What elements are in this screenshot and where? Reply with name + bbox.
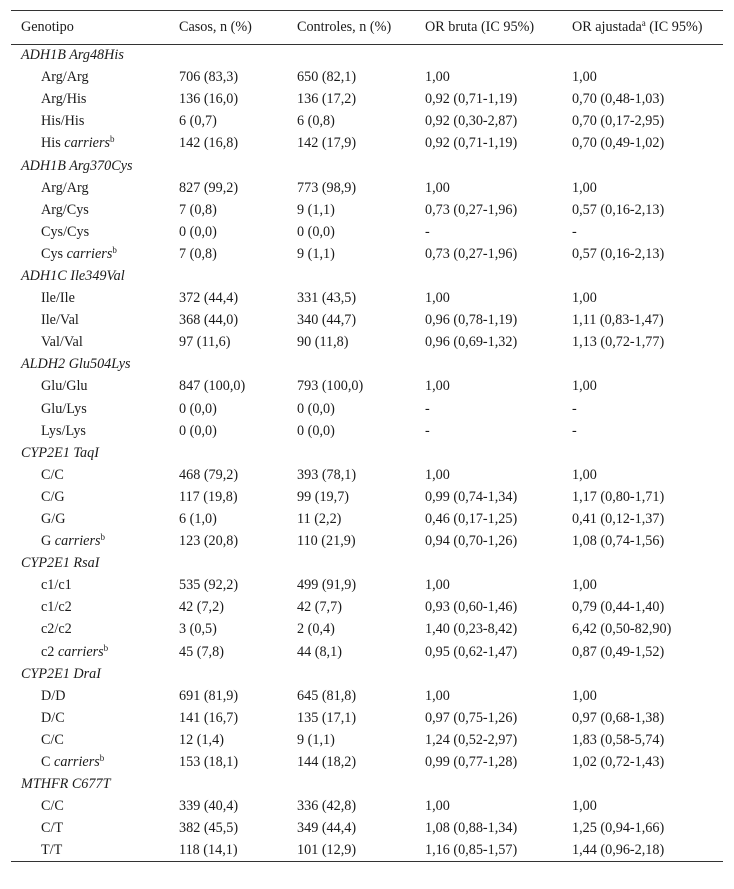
controles-cell: 6 (0,8) <box>297 113 335 130</box>
table-row <box>11 575 723 597</box>
table-row <box>11 796 723 818</box>
or-ajustada-cell: 6,42 (0,50-82,90) <box>572 621 672 638</box>
casos-cell: 7 (0,8) <box>179 245 217 262</box>
controles-cell: 331 (43,5) <box>297 290 357 307</box>
casos-cell: 117 (19,8) <box>179 488 238 505</box>
header-or-ajustada <box>562 11 723 45</box>
genotype-cell <box>11 729 169 751</box>
genotype-label: C/G <box>41 488 65 505</box>
genotype-label: G/G <box>41 511 66 528</box>
genotype-cell <box>11 840 169 862</box>
genotype-label: Lys/Lys <box>41 422 86 439</box>
or-ajustada-cell: 0,79 (0,44-1,40) <box>572 599 665 616</box>
table-row <box>11 89 723 111</box>
table-row <box>11 707 723 729</box>
controles-cell: 136 (17,2) <box>297 91 357 108</box>
casos-cell: 372 (44,4) <box>179 290 239 307</box>
controles-cell: 393 (78,1) <box>297 466 357 483</box>
gene-group-row <box>11 442 723 464</box>
genotype-cell <box>11 133 169 155</box>
casos-cell: 368 (44,0) <box>179 312 239 329</box>
table-row <box>11 288 723 310</box>
casos-cell: 153 (18,1) <box>179 754 239 771</box>
or-ajustada-cell: 1,11 (0,83-1,47) <box>572 312 664 329</box>
genotype-cell <box>11 685 169 707</box>
header-casos: Casos, n (%) <box>169 11 287 45</box>
or-ajustada-cell: 1,25 (0,94-1,66) <box>572 820 665 837</box>
genotype-cell <box>11 288 169 310</box>
casos-cell: 123 (20,8) <box>179 533 239 550</box>
table-row <box>11 619 723 641</box>
footnote-marker: b <box>103 642 109 653</box>
genotype-label: Arg/Arg <box>41 179 89 196</box>
or-bruta-cell: 0,46 (0,17-1,25) <box>425 511 518 528</box>
casos-cell: 691 (81,9) <box>179 687 239 704</box>
or-bruta-cell: 1,16 (0,85-1,57) <box>415 840 562 862</box>
table-row <box>11 508 723 530</box>
or-ajustada-cell: 0,57 (0,16-2,13) <box>572 201 665 218</box>
genotype-cell <box>11 575 169 597</box>
or-ajustada-cell: 1,44 (0,96-2,18) <box>562 840 723 862</box>
table-row <box>11 332 723 354</box>
table-row <box>11 641 723 663</box>
or-bruta-cell: 1,40 (0,23-8,42) <box>425 621 518 638</box>
casos-cell: 6 (1,0) <box>179 511 217 528</box>
casos-cell: 142 (16,8) <box>179 135 239 152</box>
genotype-carriers-label: carriers <box>50 754 100 771</box>
genotype-label: C/C <box>41 798 64 815</box>
genotype-cell <box>11 199 169 221</box>
table-row <box>11 243 723 265</box>
genotype-label: C <box>41 754 51 771</box>
gene-name: ADH1C Ile349Val <box>21 267 125 284</box>
gene-name: CYP2E1 DraI <box>21 665 102 682</box>
or-ajustada-cell: 0,70 (0,17-2,95) <box>572 113 665 130</box>
or-ajustada-cell: 1,00 <box>572 69 597 86</box>
gene-group-row <box>11 265 723 287</box>
or-bruta-cell: 0,95 (0,62-1,47) <box>425 643 518 660</box>
controles-cell: 144 (18,2) <box>297 754 357 771</box>
genotype-cell <box>11 111 169 133</box>
table-row <box>11 221 723 243</box>
table-row <box>11 133 723 155</box>
gene-name: ADH1B Arg370Cys <box>21 157 133 174</box>
genotype-label: D/D <box>41 687 66 704</box>
genotype-cell <box>11 752 169 774</box>
or-ajustada-cell: 1,00 <box>572 290 597 307</box>
controles-cell: 110 (21,9) <box>297 533 356 550</box>
controles-cell: 142 (17,9) <box>297 135 357 152</box>
genotype-cell <box>11 531 169 553</box>
gene-group-row <box>11 354 723 376</box>
casos-cell: 382 (45,5) <box>179 820 239 837</box>
genotype-label: C/C <box>41 466 64 483</box>
casos-cell: 0 (0,0) <box>179 422 217 439</box>
table-row <box>11 685 723 707</box>
genotype-label: His/His <box>41 113 85 130</box>
genotype-label: Arg/His <box>41 91 87 108</box>
genotype-label: Ile/Val <box>41 312 79 329</box>
table-row <box>11 486 723 508</box>
or-ajustada-cell: 0,87 (0,49-1,52) <box>572 643 665 660</box>
table-row <box>11 398 723 420</box>
or-ajustada-cell: 1,13 (0,72-1,77) <box>572 334 665 351</box>
genotype-cell <box>11 67 169 89</box>
controles-cell: 9 (1,1) <box>297 201 335 218</box>
or-ajustada-cell: 1,00 <box>572 466 597 483</box>
table-row <box>11 464 723 486</box>
genotype-cell <box>11 221 169 243</box>
gene-group-row <box>11 553 723 575</box>
casos-cell: 6 (0,7) <box>179 113 217 130</box>
genotype-label: c1/c1 <box>41 577 72 594</box>
casos-cell: 468 (79,2) <box>179 466 239 483</box>
controles-cell: 0 (0,0) <box>297 223 335 240</box>
or-bruta-cell: 1,00 <box>425 577 450 594</box>
or-bruta-cell: 0,92 (0,30-2,87) <box>425 113 518 130</box>
genotype-label: Ile/Ile <box>41 290 75 307</box>
controles-cell: 90 (11,8) <box>297 334 349 351</box>
gene-name: MTHFR C677T <box>21 776 111 793</box>
casos-cell: 42 (7,2) <box>179 599 224 616</box>
or-bruta-cell: 0,93 (0,60-1,46) <box>425 599 518 616</box>
or-bruta-cell: 1,00 <box>425 290 450 307</box>
genotype-cell <box>11 376 169 398</box>
or-bruta-cell: - <box>425 400 430 417</box>
genotype-carriers-label: carriers <box>60 135 110 152</box>
or-ajustada-cell: 0,97 (0,68-1,38) <box>572 709 665 726</box>
gene-group-row <box>11 774 723 796</box>
genotype-cell <box>11 641 169 663</box>
or-ajustada-cell: 0,57 (0,16-2,13) <box>572 245 665 262</box>
table-row <box>11 177 723 199</box>
footnote-marker: b <box>99 753 105 764</box>
controles-cell: 650 (82,1) <box>297 69 357 86</box>
table-row <box>11 729 723 751</box>
or-bruta-cell: 0,99 (0,77-1,28) <box>425 754 518 771</box>
controles-cell: 99 (19,7) <box>297 488 350 505</box>
or-ajustada-cell: 1,00 <box>572 378 597 395</box>
casos-cell: 0 (0,0) <box>179 223 217 240</box>
or-bruta-cell: 0,92 (0,71-1,19) <box>425 91 518 108</box>
casos-cell: 118 (14,1) <box>169 840 287 862</box>
or-bruta-cell: 0,97 (0,75-1,26) <box>425 709 518 726</box>
or-bruta-cell: 0,96 (0,78-1,19) <box>425 312 518 329</box>
or-bruta-cell: 0,96 (0,69-1,32) <box>425 334 518 351</box>
or-ajustada-cell: 1,83 (0,58-5,74) <box>572 731 665 748</box>
table-row <box>11 376 723 398</box>
gene-name: ALDH2 Glu504Lys <box>21 356 131 373</box>
genotype-label: T/T <box>41 842 63 859</box>
table-row <box>11 531 723 553</box>
genotype-cell <box>11 89 169 111</box>
or-ajustada-cell: 1,00 <box>572 179 597 196</box>
controles-cell: 101 (12,9) <box>287 840 415 862</box>
genotype-label: C/C <box>41 731 64 748</box>
or-ajustada-cell: 0,70 (0,49-1,02) <box>572 135 665 152</box>
controles-cell: 336 (42,8) <box>297 798 357 815</box>
genotype-label: Cys <box>41 245 64 262</box>
genotype-carriers-label: carriers <box>63 245 113 262</box>
or-ajustada-cell: 0,70 (0,48-1,03) <box>572 91 665 108</box>
genotype-carriers-label: carriers <box>54 643 104 660</box>
genotype-label: Arg/Cys <box>41 201 89 218</box>
controles-cell: 11 (2,2) <box>297 511 342 528</box>
footnote-marker: b <box>100 532 106 543</box>
genotype-cell <box>11 486 169 508</box>
casos-cell: 136 (16,0) <box>179 91 239 108</box>
or-ajustada-cell: - <box>572 223 577 240</box>
or-bruta-cell: 0,73 (0,27-1,96) <box>425 245 518 262</box>
casos-cell: 706 (83,3) <box>179 69 239 86</box>
genotype-cell <box>11 508 169 530</box>
table-header-row <box>11 11 723 45</box>
casos-cell: 97 (11,6) <box>179 334 231 351</box>
controles-cell: 135 (17,1) <box>297 709 357 726</box>
casos-cell: 535 (92,2) <box>179 577 239 594</box>
or-bruta-cell: - <box>425 223 430 240</box>
header-genotipo: Genotipo <box>11 11 169 45</box>
genotype-label: Cys/Cys <box>41 223 90 240</box>
casos-cell: 45 (7,8) <box>179 643 224 660</box>
or-bruta-cell: 0,73 (0,27-1,96) <box>425 201 518 218</box>
casos-cell: 12 (1,4) <box>179 731 224 748</box>
or-bruta-cell: 1,00 <box>425 179 450 196</box>
or-bruta-cell: 1,00 <box>425 798 450 815</box>
header-or-ajustada-ci: (IC 95%) <box>645 19 703 35</box>
casos-cell: 0 (0,0) <box>179 400 217 417</box>
table-row <box>11 752 723 774</box>
controles-cell: 42 (7,7) <box>297 599 342 616</box>
or-ajustada-cell: 1,00 <box>572 577 597 594</box>
gene-group-row <box>11 45 723 67</box>
or-ajustada-cell: - <box>572 422 577 439</box>
or-ajustada-cell: 1,00 <box>572 687 597 704</box>
controles-cell: 44 (8,1) <box>297 643 342 660</box>
controles-cell: 793 (100,0) <box>297 378 364 395</box>
casos-cell: 141 (16,7) <box>179 709 239 726</box>
gene-group-row <box>11 155 723 177</box>
or-bruta-cell: 1,08 (0,88-1,34) <box>425 820 518 837</box>
genotype-label: G <box>41 533 52 550</box>
controles-cell: 773 (98,9) <box>297 179 357 196</box>
header-footnote-marker: a <box>641 18 646 28</box>
controles-cell: 340 (44,7) <box>297 312 357 329</box>
or-bruta-cell: 0,94 (0,70-1,26) <box>425 533 518 550</box>
or-ajustada-cell: - <box>572 400 577 417</box>
casos-cell: 847 (100,0) <box>179 378 246 395</box>
gene-name: ADH1B Arg48His <box>21 47 124 64</box>
footnote-marker: b <box>109 134 115 145</box>
genotype-cell <box>11 818 169 840</box>
table-row <box>11 199 723 221</box>
genotype-label: Glu/Glu <box>41 378 88 395</box>
table-row <box>11 420 723 442</box>
gene-name: CYP2E1 RsaI <box>21 555 100 572</box>
or-bruta-cell: - <box>425 422 430 439</box>
genotype-label: c1/c2 <box>41 599 72 616</box>
genotype-label: Glu/Lys <box>41 400 87 417</box>
or-bruta-cell: 0,92 (0,71-1,19) <box>425 135 518 152</box>
or-ajustada-cell: 1,00 <box>572 798 597 815</box>
or-bruta-cell: 0,99 (0,74-1,34) <box>425 488 518 505</box>
genotype-cell <box>11 420 169 442</box>
genotype-carriers-label: carriers <box>51 533 101 550</box>
controles-cell: 349 (44,4) <box>297 820 357 837</box>
genotype-label: D/C <box>41 709 65 726</box>
genotype-label: Arg/Arg <box>41 69 89 86</box>
controles-cell: 9 (1,1) <box>297 731 335 748</box>
or-bruta-cell: 1,00 <box>425 69 450 86</box>
casos-cell: 7 (0,8) <box>179 201 217 218</box>
table-row <box>11 111 723 133</box>
controles-cell: 9 (1,1) <box>297 245 335 262</box>
header-or-ajustada-label: OR ajustada <box>572 19 642 35</box>
or-ajustada-cell: 1,02 (0,72-1,43) <box>572 754 665 771</box>
casos-cell: 3 (0,5) <box>179 621 217 638</box>
genotype-label: His <box>41 135 61 152</box>
genotype-cell <box>11 332 169 354</box>
genotype-label: C/T <box>41 820 64 837</box>
genotype-cell <box>11 796 169 818</box>
or-bruta-cell: 1,00 <box>425 466 450 483</box>
genotype-label: Val/Val <box>41 334 83 351</box>
controles-cell: 0 (0,0) <box>297 422 335 439</box>
controles-cell: 2 (0,4) <box>297 621 335 638</box>
controles-cell: 0 (0,0) <box>297 400 335 417</box>
table-row <box>11 840 723 862</box>
controles-cell: 645 (81,8) <box>297 687 357 704</box>
or-ajustada-cell: 1,08 (0,74-1,56) <box>572 533 665 550</box>
genotype-cell <box>11 619 169 641</box>
table-row <box>11 67 723 89</box>
casos-cell: 827 (99,2) <box>179 179 239 196</box>
genotype-cell <box>11 398 169 420</box>
genotype-cell <box>11 243 169 265</box>
or-ajustada-cell: 1,17 (0,80-1,71) <box>572 488 665 505</box>
gene-group-row <box>11 663 723 685</box>
header-controles: Controles, n (%) <box>287 11 415 45</box>
genotype-cell <box>11 597 169 619</box>
genotype-cell <box>11 707 169 729</box>
table-body <box>11 45 723 862</box>
genotype-label: c2/c2 <box>41 621 72 638</box>
table-row <box>11 818 723 840</box>
table-row <box>11 310 723 332</box>
or-bruta-cell: 1,24 (0,52-2,97) <box>425 731 518 748</box>
or-ajustada-cell: 0,41 (0,12-1,37) <box>572 511 665 528</box>
genotype-cell <box>11 310 169 332</box>
or-bruta-cell: 1,00 <box>425 378 450 395</box>
casos-cell: 339 (40,4) <box>179 798 239 815</box>
controles-cell: 499 (91,9) <box>297 577 357 594</box>
or-bruta-cell: 1,00 <box>425 687 450 704</box>
header-or-bruta: OR bruta (IC 95%) <box>415 11 562 45</box>
table-row <box>11 597 723 619</box>
gene-name: CYP2E1 TaqI <box>21 444 99 461</box>
genotype-label: c2 <box>41 643 55 660</box>
footnote-marker: b <box>112 244 117 255</box>
genotype-cell <box>11 464 169 486</box>
genotype-cell <box>11 177 169 199</box>
genotype-table <box>11 10 723 862</box>
